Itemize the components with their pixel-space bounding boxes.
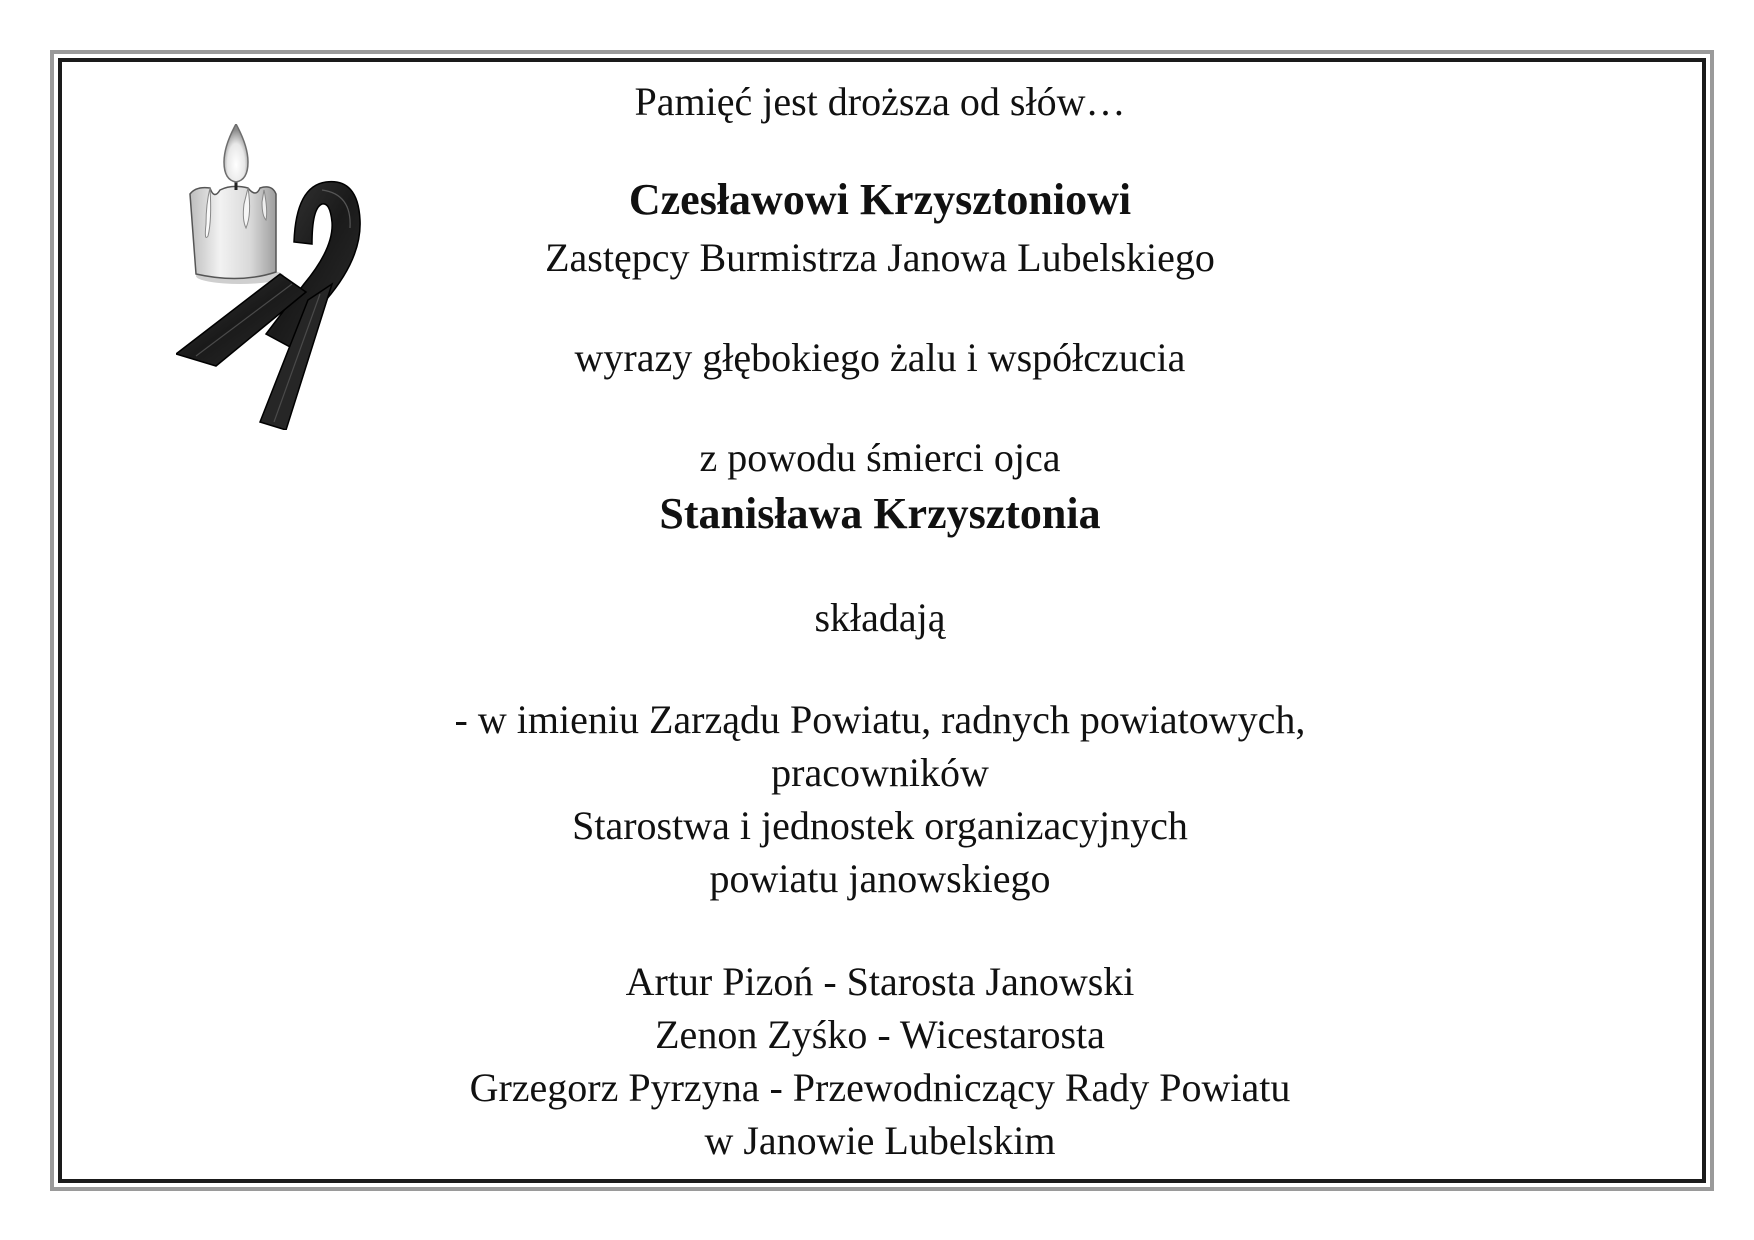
recipient-title: Zastępcy Burmistrza Janowa Lubelskiego (545, 235, 1215, 280)
reason-text: z powodu śmierci ojca (699, 435, 1061, 480)
deceased-name: Stanisława Krzysztonia (659, 489, 1101, 538)
condolence-text: wyrazy głębokiego żalu i współczucia (574, 335, 1186, 380)
signatory-line: Zenon Zyśko - Wicestarosta (655, 1012, 1105, 1057)
on-behalf-line: Starostwa i jednostek organizacyjnych (572, 803, 1188, 848)
on-behalf-line: pracowników (771, 750, 989, 795)
signatory-line: Grzegorz Pyrzyna - Przewodniczący Rady Powiatu (469, 1065, 1291, 1110)
recipient-name: Czesławowi Krzysztoniowi (628, 175, 1132, 224)
verb-text: składają (814, 595, 946, 640)
motto: Pamięć jest droższa od słów… (634, 79, 1126, 124)
on-behalf-line: - w imieniu Zarządu Powiatu, radnych powiatowych, (454, 697, 1306, 742)
signatory-line: Artur Pizoń - Starosta Janowski (625, 959, 1135, 1004)
signatory-line: w Janowie Lubelskim (704, 1118, 1056, 1163)
on-behalf-line: powiatu janowskiego (709, 856, 1051, 901)
